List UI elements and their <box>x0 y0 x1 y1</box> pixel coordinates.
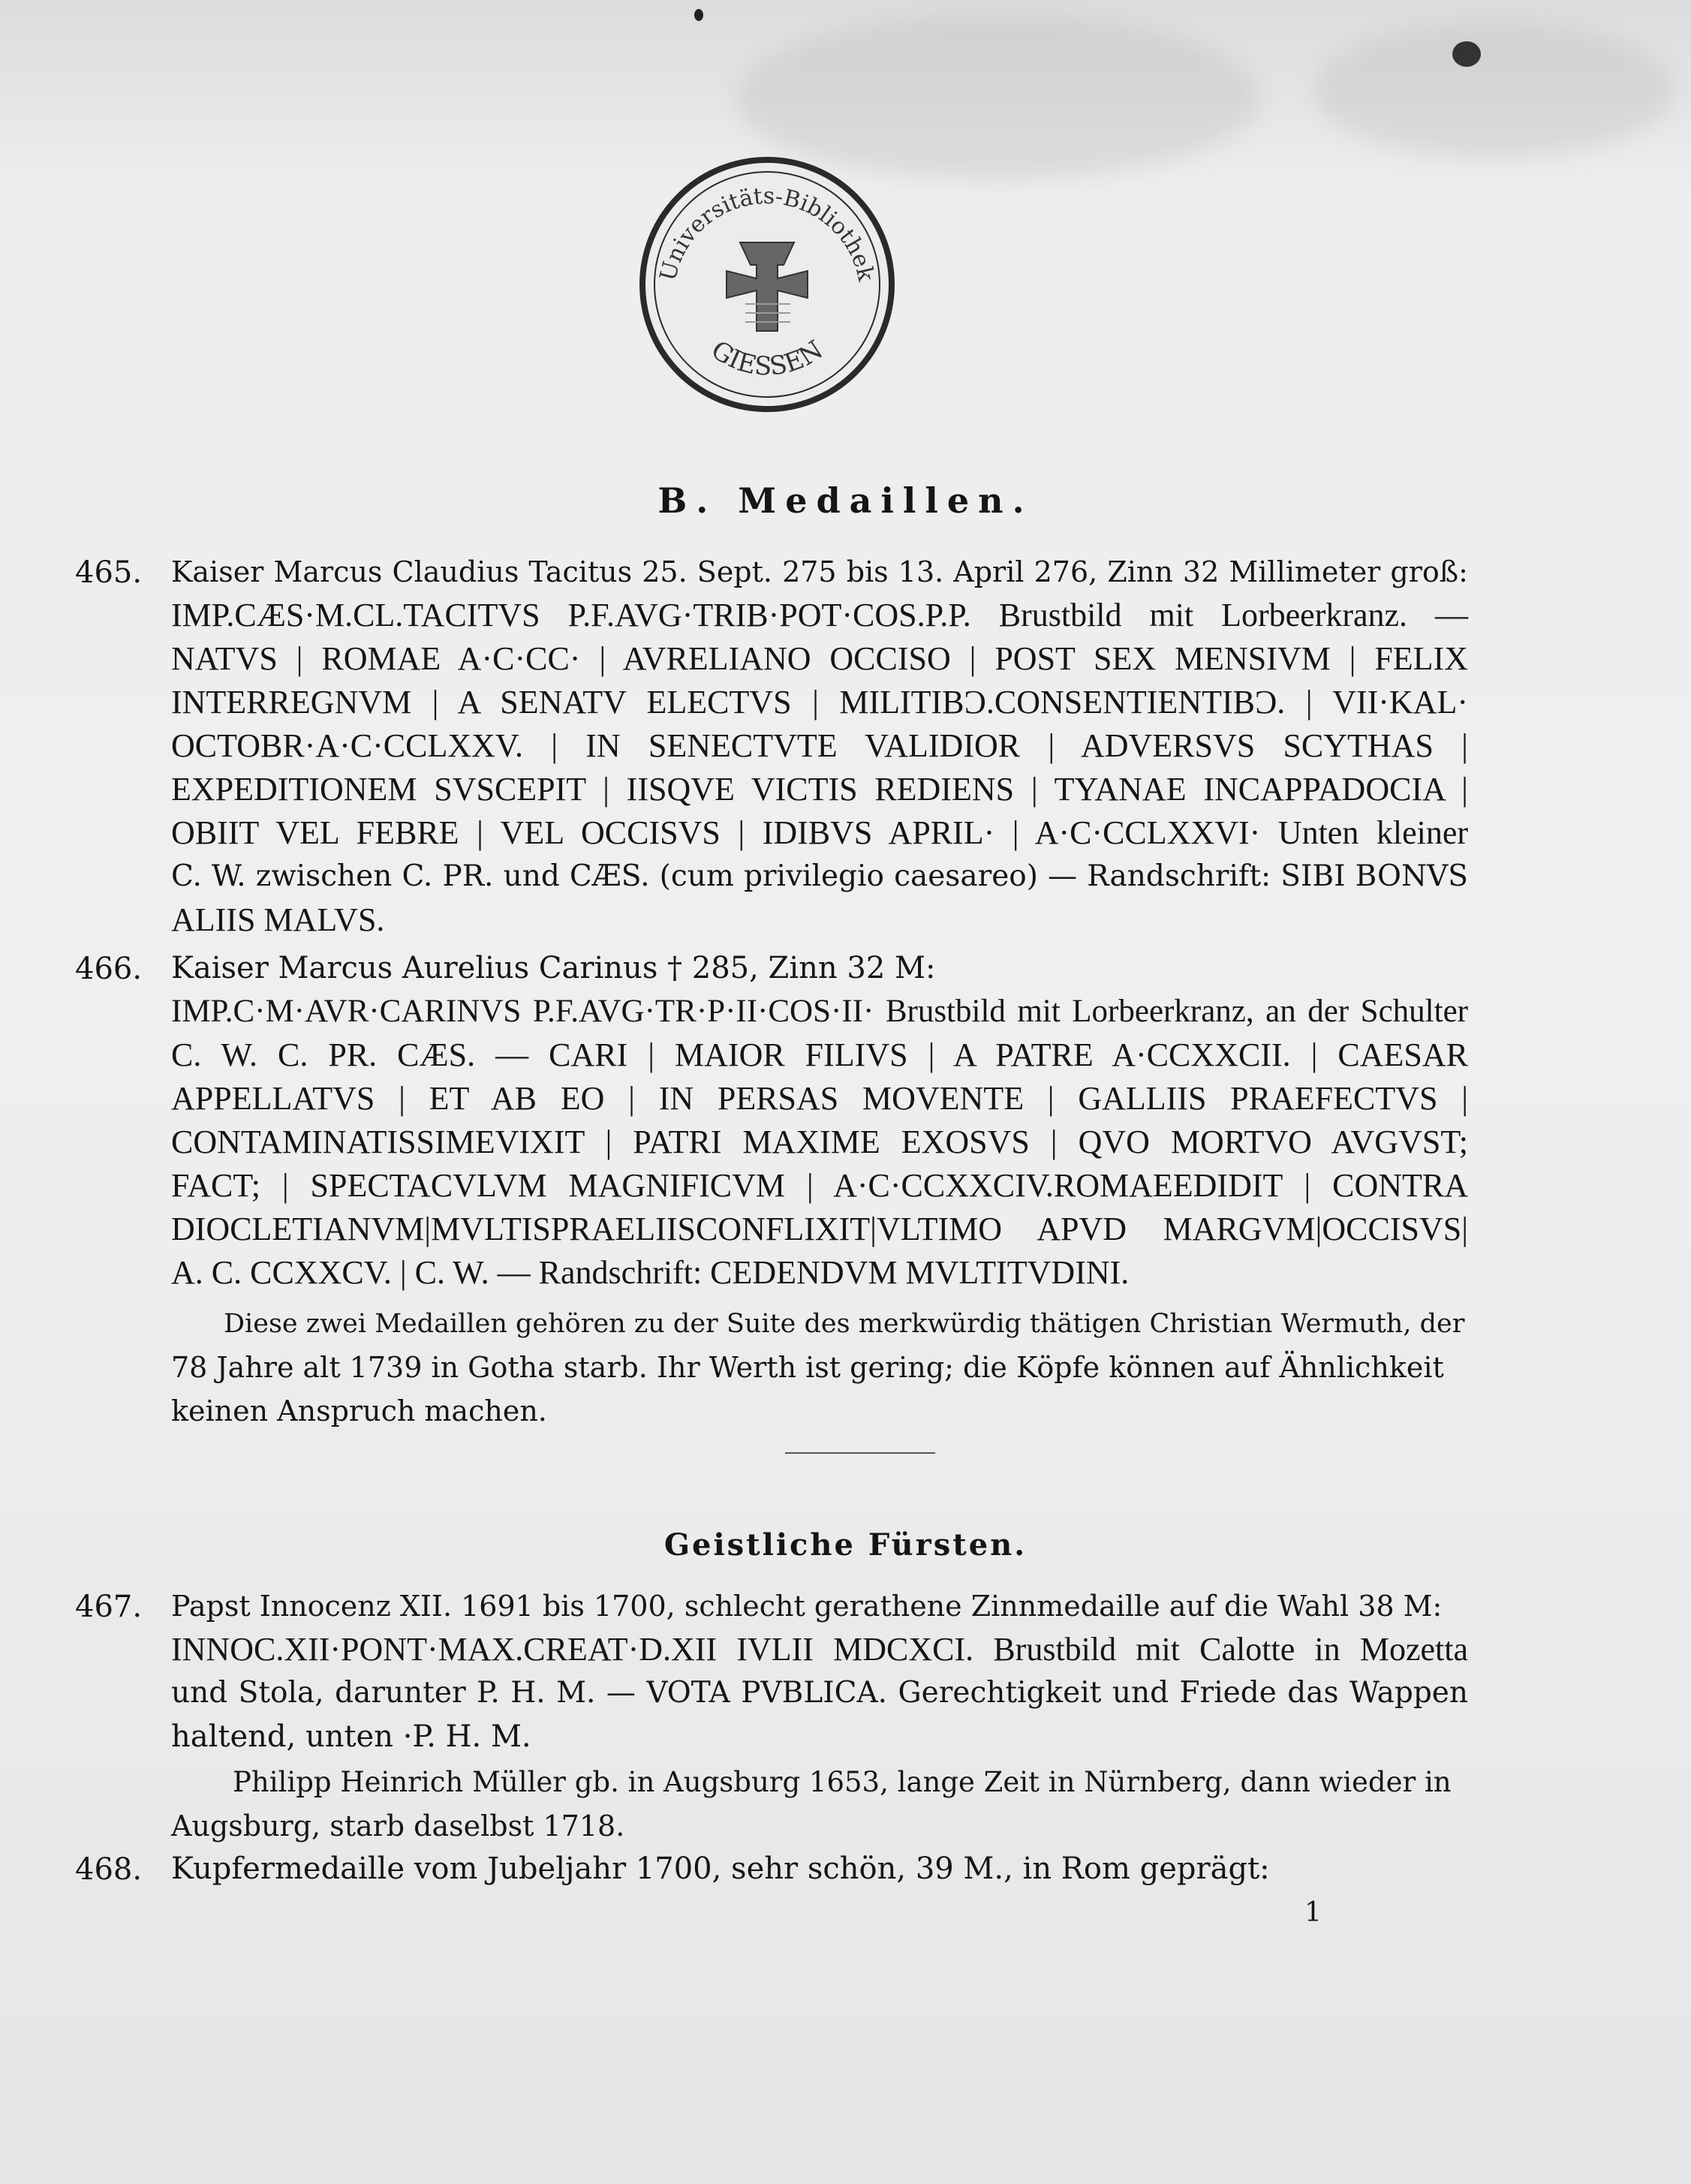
entry-line: Kaiser Marcus Claudius Tacitus 25. Sept. 275 bis 13. April 276, Zinn 32 Millimeter groß: <box>171 555 1468 588</box>
entry-line: CONTAMINATISSIMEVIXIT | PATRI MAXIME EXOSVS | QVO MORTVO AVGVST; <box>171 1124 1468 1160</box>
entry-line: Kaiser Marcus Aurelius Carinus † 285, Zinn 32 M: <box>171 951 936 985</box>
library-stamp <box>636 154 898 415</box>
entry-line: INTERREGNVM | A SENATV ELECTVS | MILITIBƆ.CONSENTIENTIBƆ. | VII·KAL· <box>171 684 1468 720</box>
entry-line: EXPEDITIONEM SVSCEPIT | IISQVE VICTIS REDIENS | TYANAE INCAPPADOCIA | <box>171 771 1468 808</box>
ink-speck <box>694 9 703 21</box>
note-paragraph <box>171 1302 1468 1433</box>
note-line: Philipp Heinrich Müller gb. in Augsburg 1653, lange Zeit in Nürnberg, dann wieder in <box>233 1766 1452 1798</box>
entry-line: Kupfermedaille vom Jubeljahr 1700, sehr schön, 39 M., in Rom geprägt: <box>171 1852 1270 1886</box>
stamp-graphic <box>636 154 898 415</box>
note-line: Augsburg, starb daselbst 1718. <box>171 1809 625 1843</box>
entry-line: IMP.C·M·AVR·CARINVS P.F.AVG·TR·P·II·COS·II· Brustbild mit Lorbeerkranz, an der Schulter <box>171 994 1468 1029</box>
entry-line: IMP.CÆS·M.CL.TACITVS P.F.AVG·TRIB·POT·COS.P.P. Brustbild mit Lorbeerkranz. — <box>171 597 1468 633</box>
entry-line: OBIIT VEL FEBRE | VEL OCCISVS | IDIBVS APRIL· | A·C·CCLXXVI· Unten kleiner <box>171 814 1468 851</box>
water-stain <box>1313 23 1674 158</box>
entry-text <box>171 1584 1468 1758</box>
entry-line: NATVS | ROMAE A·C·CC· | AVRELIANO OCCISO | POST SEX MENSIVM | FELIX <box>171 640 1468 677</box>
entry-line: C. W. zwischen C. PR. und CÆS. (cum privilegio caesareo) — Randschrift: SIBI BONVS <box>171 859 1468 893</box>
subsection-heading: Geistliche Fürsten. <box>663 1527 1028 1563</box>
note-line: Diese zwei Medaillen gehören zu der Suite des merkwürdig thätigen Christian Wermuth, der <box>224 1309 1465 1339</box>
stamp-bottom-text: GIESSEN <box>706 334 829 382</box>
entry-line: ALIIS MALVS. <box>171 901 385 938</box>
entry-line: FACT; | SPECTACVLVM MAGNIFICVM | A·C·CCXXCIV.ROMAEEDIDIT | CONTRA <box>171 1167 1468 1204</box>
entry-line: Papst Innocenz XII. 1691 bis 1700, schlecht gerathene Zinnmedaille auf die Wahl 38 M: <box>171 1590 1443 1623</box>
entry-number: 468. <box>75 1852 143 1887</box>
entry-line: INNOC.XII·PONT·MAX.CREAT·D.XII IVLII MDCXCI. Brustbild mit Calotte in Mozetta <box>171 1631 1468 1668</box>
section-heading: B. Medaillen. <box>657 480 1034 521</box>
entry-line: APPELLATVS | ET AB EO | IN PERSAS MOVENTE | GALLIIS PRAEFECTVS | <box>171 1080 1468 1117</box>
stamp-top-text: Universitäts-Bibliothek <box>654 182 880 284</box>
note-line: 78 Jahre alt 1739 in Gotha starb. Ihr Werth ist gering; die Köpfe können auf Ähnlichkeit <box>171 1351 1444 1384</box>
entry-line: und Stola, darunter P. H. M. — VOTA PVBLICA. Gerechtigkeit und Friede das Wappen <box>171 1676 1468 1710</box>
page-number: 1 <box>1304 1897 1322 1928</box>
entry-line: haltend, unten ·P. H. M. <box>171 1719 531 1754</box>
ink-speck <box>1452 41 1481 67</box>
entry-number: 465. <box>75 555 143 590</box>
entry-line: OCTOBR·A·C·CCLXXV. | IN SENECTVTE VALIDIOR | ADVERSVS SCYTHAS | <box>171 727 1468 764</box>
entry-number: 466. <box>75 952 143 986</box>
entry-text <box>171 1847 1468 1891</box>
note-paragraph <box>105 1761 1468 1848</box>
entry-line: A. C. CCXXCV. | C. W. — Randschrift: CEDENDVM MVLTITVDINI. <box>171 1254 1130 1291</box>
entry-text <box>171 946 1468 1295</box>
entry-line: DIOCLETIANVM|MVLTISPRAELIISCONFLIXIT|VLTIMO APVD MARGVM|OCCISVS| <box>171 1211 1468 1247</box>
divider <box>785 1452 935 1454</box>
entry-line: C. W. C. PR. CÆS. — CARI | MAIOR FILIVS | A PATRE A·CCXXCII. | CAESAR <box>171 1036 1468 1073</box>
note-line: keinen Anspruch machen. <box>171 1394 547 1427</box>
entry-text <box>171 550 1468 942</box>
entry-number: 467. <box>75 1590 143 1624</box>
